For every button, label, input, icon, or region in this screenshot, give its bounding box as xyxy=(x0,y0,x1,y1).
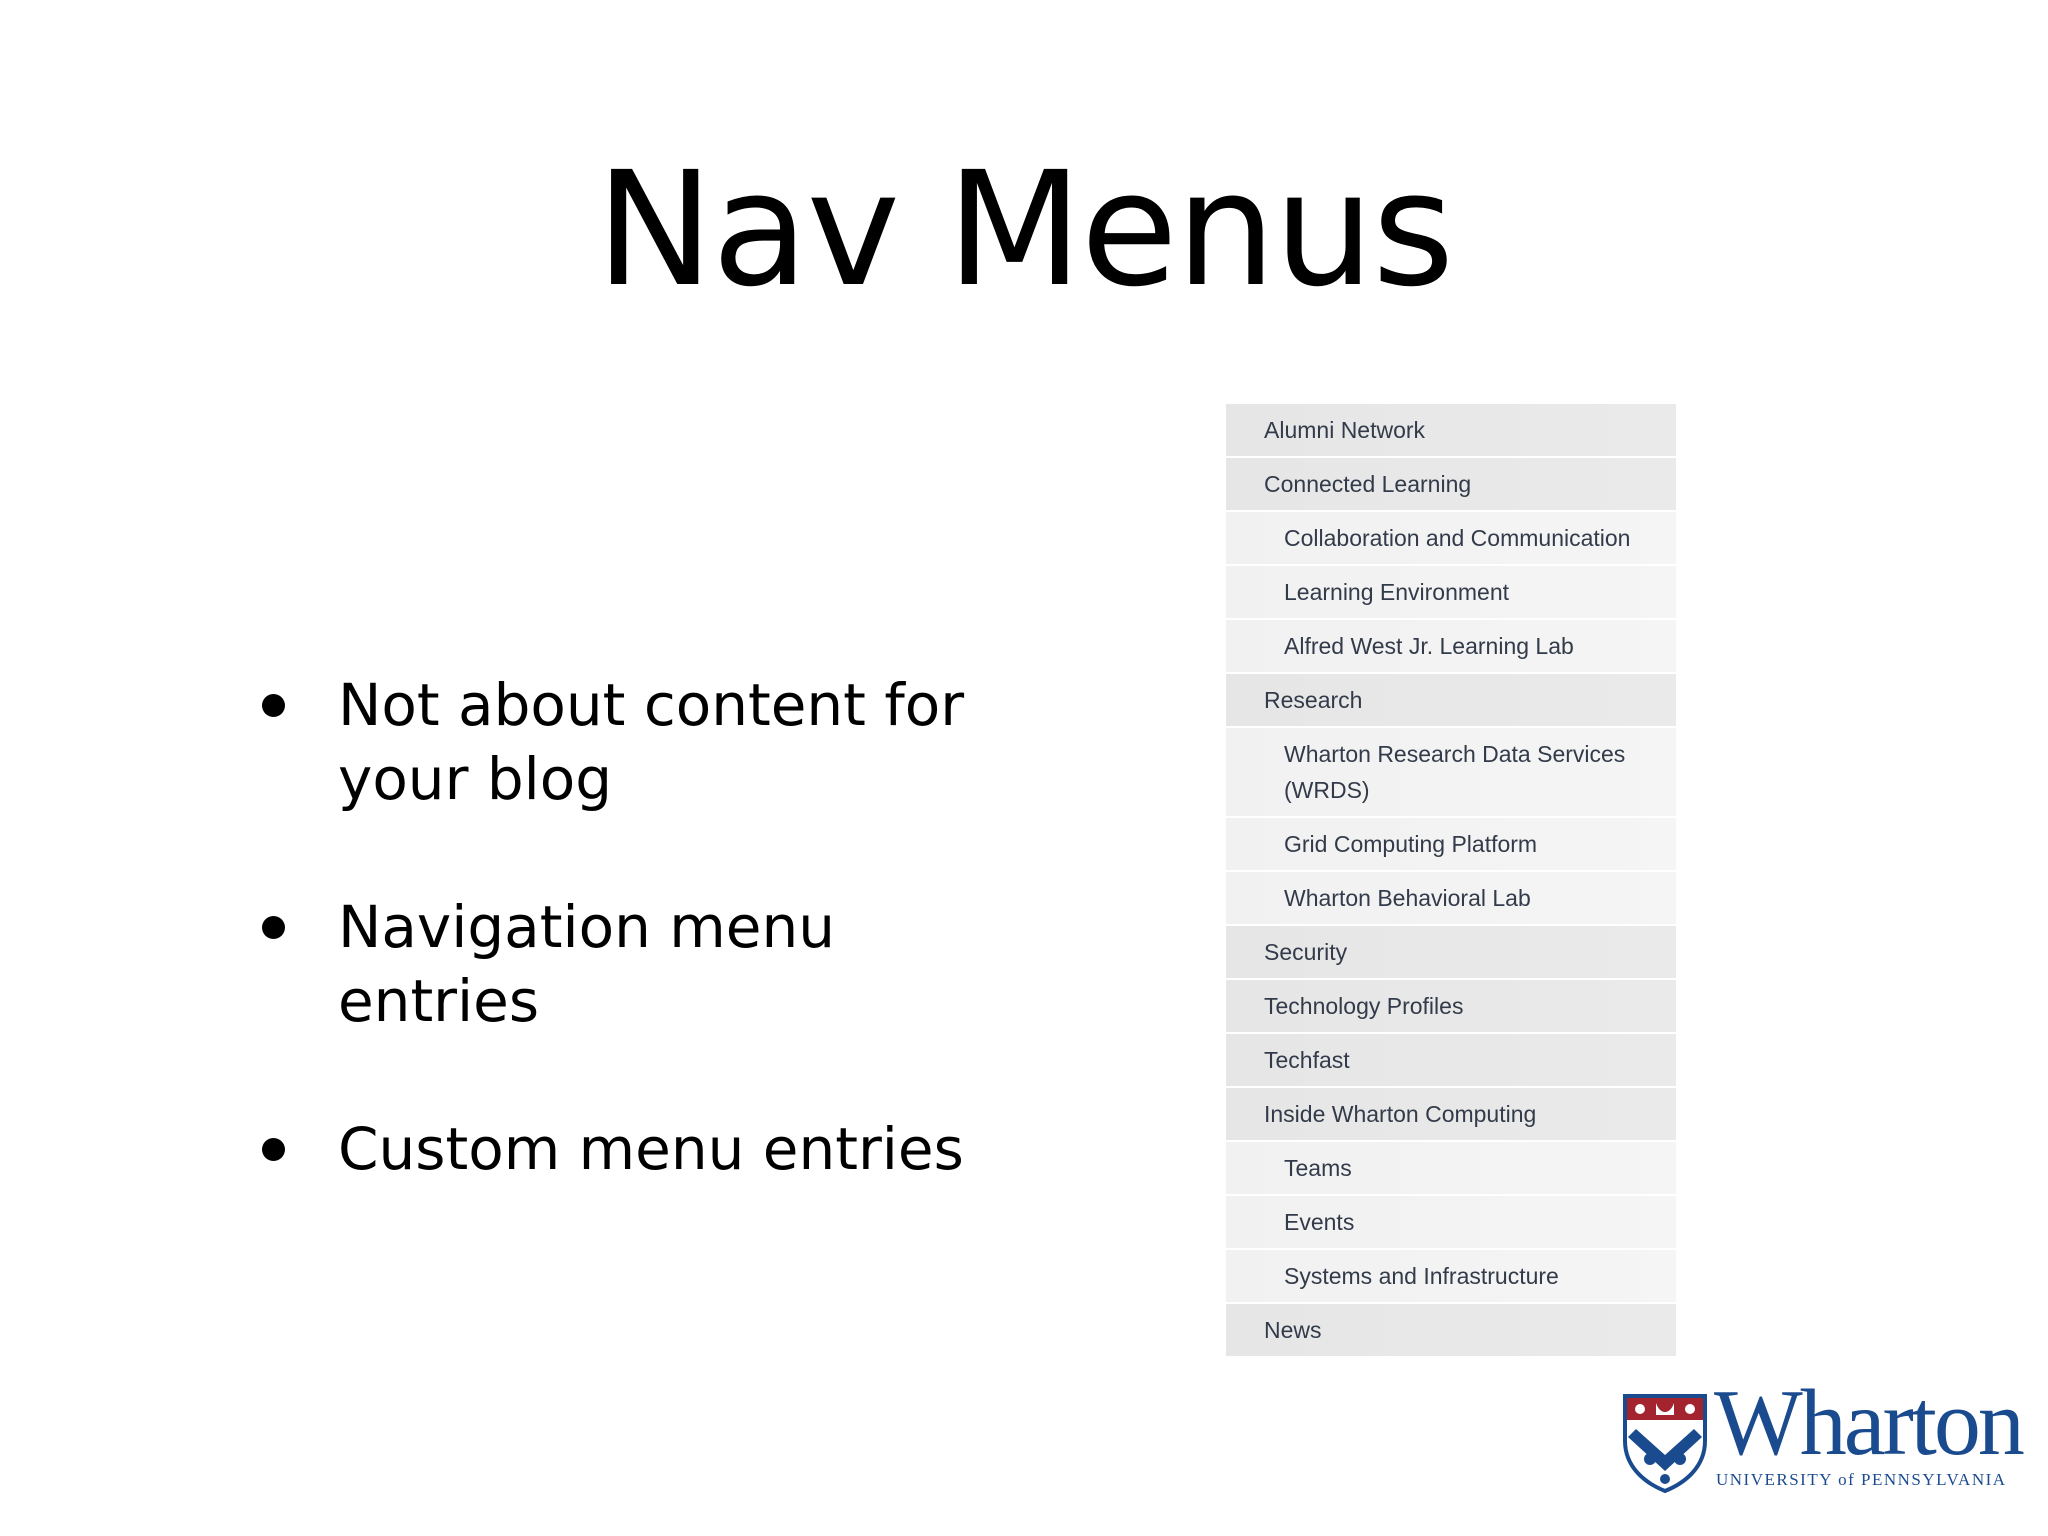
submenu-item[interactable]: Learning Environment xyxy=(1226,566,1676,618)
submenu-item[interactable]: Alfred West Jr. Learning Lab xyxy=(1226,620,1676,672)
submenu-item[interactable]: Collaboration and Communication xyxy=(1226,512,1676,564)
penn-shield-icon xyxy=(1622,1393,1708,1493)
submenu-item[interactable]: Wharton Behavioral Lab xyxy=(1226,872,1676,924)
menu-item[interactable]: Research xyxy=(1226,674,1676,726)
bullet-text: Not about content for your blog xyxy=(338,671,965,813)
bullet-dot-icon xyxy=(262,916,285,939)
menu-item[interactable]: Connected Learning xyxy=(1226,458,1676,510)
menu-item[interactable]: News xyxy=(1226,1304,1676,1356)
menu-item[interactable]: Security xyxy=(1226,926,1676,978)
submenu-item[interactable]: Teams xyxy=(1226,1142,1676,1194)
bullet-text: Custom menu entries xyxy=(338,1115,964,1183)
menu-item[interactable]: Technology Profiles xyxy=(1226,980,1676,1032)
nav-menu xyxy=(1226,404,1676,1358)
bullet-item xyxy=(262,1112,1082,1186)
bullet-text: Navigation menu entries xyxy=(338,893,835,1035)
submenu-item[interactable]: Grid Computing Platform xyxy=(1226,818,1676,870)
bullet-list xyxy=(262,668,1082,1260)
bullet-item xyxy=(262,890,1082,1038)
logo-subtitle: UNIVERSITY of PENNSYLVANIA xyxy=(1716,1470,2007,1489)
logo-wordmark: Wharton xyxy=(1714,1371,2022,1475)
menu-item[interactable]: Techfast xyxy=(1226,1034,1676,1086)
bullet-item xyxy=(262,668,1082,816)
submenu-item[interactable]: Events xyxy=(1226,1196,1676,1248)
menu-item[interactable]: Alumni Network xyxy=(1226,404,1676,456)
bullet-dot-icon xyxy=(262,1138,285,1161)
menu-item[interactable]: Inside Wharton Computing xyxy=(1226,1088,1676,1140)
submenu-item[interactable]: Systems and Infrastructure xyxy=(1226,1250,1676,1302)
slide-title: Nav Menus xyxy=(595,138,1453,322)
bullet-dot-icon xyxy=(262,694,285,717)
wharton-logo xyxy=(1622,1371,2022,1493)
submenu-item[interactable]: Wharton Research Data Services (WRDS) xyxy=(1226,728,1676,816)
